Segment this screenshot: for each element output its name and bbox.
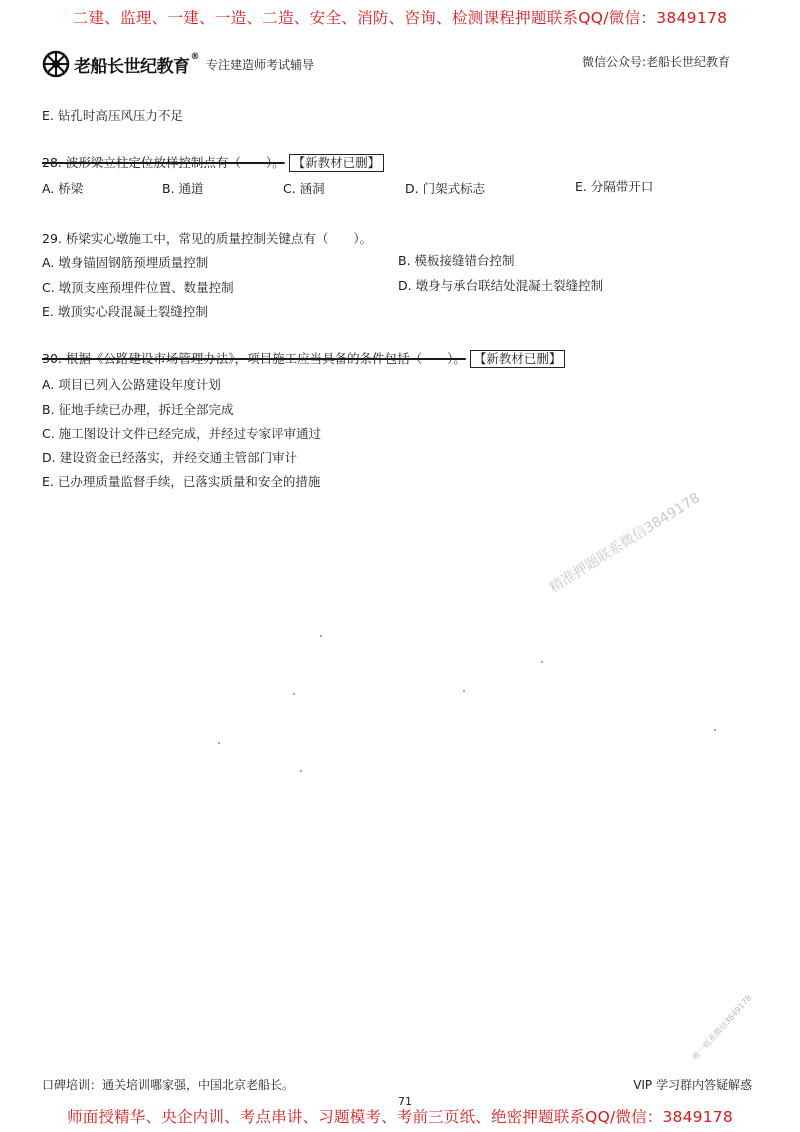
- ship-wheel-icon: [42, 50, 70, 78]
- q30-option-d: D. 建设资金已经落实，并经交通主管部门审计: [42, 450, 298, 465]
- prev-question-option-e: E. 钻孔时高压风压力不足: [42, 108, 183, 123]
- brand-logo: [42, 50, 199, 78]
- q29-option-a: A. 墩身锚固钢筋预埋质量控制: [42, 255, 209, 270]
- q30-option-a: A. 项目已列入公路建设年度计划: [42, 377, 221, 392]
- footer-slogan: 口碑培训：通关培训哪家强，中国北京老船长。: [42, 1078, 295, 1092]
- question-30-stem: 30. 根据《公路建设市场管理办法》，项目施工应当具备的条件包括（ ）。: [42, 351, 466, 366]
- tagline: 专注建造师考试辅导: [206, 58, 315, 72]
- logo-text: 老船长世纪教育®: [74, 51, 199, 77]
- q28-option-b: B. 通道: [162, 181, 204, 196]
- question-30-stem-line: [42, 349, 565, 368]
- q30-option-c: C. 施工图设计文件已经完成，并经过专家评审通过: [42, 426, 322, 441]
- q28-option-d: D. 门架式标志: [405, 181, 486, 196]
- watermark: 精准押题联系微信3849178: [546, 490, 703, 597]
- top-banner: 二建、监理、一建、一造、二造、安全、消防、咨询、检测课程押题联系QQ/微信：3849178: [72, 9, 728, 27]
- question-29-stem: 29. 桥梁实心墩施工中，常见的质量控制关键点有（ ）。: [42, 231, 373, 246]
- deleted-badge: 【新教材已删】: [289, 154, 385, 172]
- question-28-stem: 28. 波形梁立柱定位放样控制点有（ ）。: [42, 155, 285, 170]
- question-28-stem-line: [42, 153, 384, 172]
- q29-option-b: B. 模板接缝错台控制: [398, 253, 515, 268]
- registered-mark: ®: [190, 51, 199, 62]
- q30-option-e: E. 已办理质量监督手续，已落实质量和安全的措施: [42, 474, 321, 489]
- q28-option-e: E. 分隔带开口: [575, 179, 654, 194]
- q28-option-a: A. 桥梁: [42, 181, 84, 196]
- page-number: 71: [398, 1095, 412, 1108]
- wechat-account: 微信公众号:老船长世纪教育: [581, 55, 730, 69]
- deleted-badge: 【新教材已删】: [470, 350, 566, 368]
- bottom-banner: 师面授精华、央企内训、考点串讲、习题模考、考前三页纸、绝密押题联系QQ/微信：3849178: [67, 1108, 733, 1126]
- footer-vip-note: VIP 学习群内答疑解惑: [633, 1078, 752, 1092]
- q30-option-b: B. 征地手续已办理，拆迁全部完成: [42, 402, 234, 417]
- q29-option-e: E. 墩顶实心段混凝土裂缝控制: [42, 304, 208, 319]
- watermark-small: 唯一联系微信3849178: [690, 993, 754, 1062]
- q29-option-d: D. 墩身与承台联结处混凝土裂缝控制: [398, 278, 604, 293]
- q29-option-c: C. 墩顶支座预埋件位置、数量控制: [42, 280, 234, 295]
- q28-option-c: C. 涵洞: [283, 181, 325, 196]
